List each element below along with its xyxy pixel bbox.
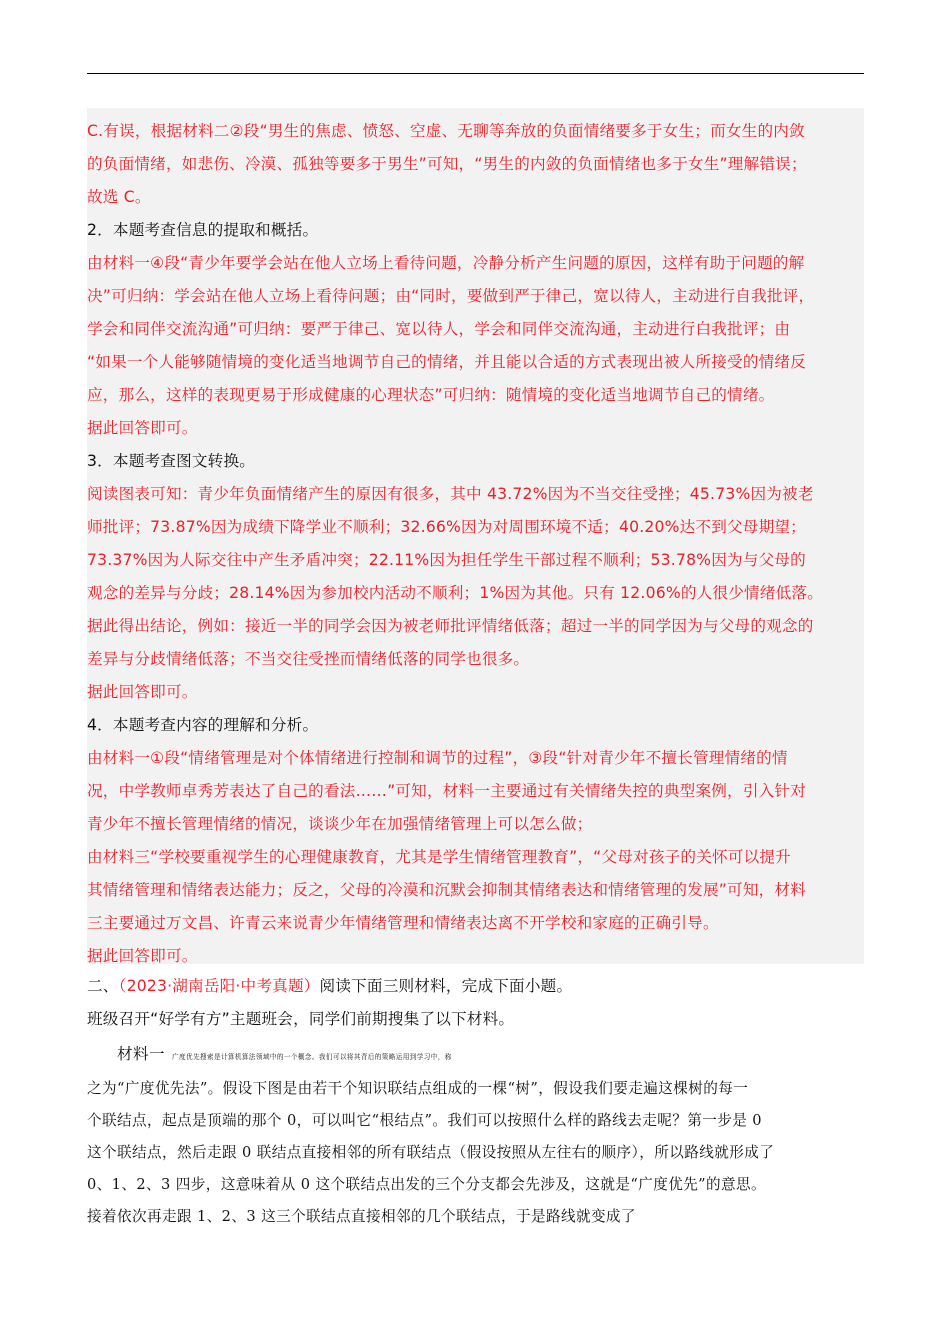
answer-line: 由材料一④段“青少年要学会站在他人立场上看待问题，冷静分析产生问题的原因，这样有助于问题的解	[87, 254, 805, 272]
material-first-line	[87, 1038, 864, 1073]
answer-line: 由材料一①段“情绪管理是对个体情绪进行控制和调节的过程”，③段“针对青少年不擅长管理情绪的情	[87, 749, 788, 767]
question-heading	[87, 970, 864, 1003]
answer-line: 据此得出结论，例如：接近一半的同学会因为被老师批评情绪低落；超过一半的同学因为与父母的观念的	[87, 617, 814, 635]
question-number: 二、	[87, 977, 119, 995]
answer-line: 阅读图表可知：青少年负面情绪产生的原因有很多，其中 43.72%因为不当交往受挫；45.73%因为被老	[87, 485, 814, 503]
answer-line: 师批评；73.87%因为成绩下降学业不顺利；32.66%因为对周围环境不适；40.20%达不到父母期望；	[87, 518, 806, 536]
material-line: 个联结点，起点是顶端的那个 0，可以叫它“根结点”。我们可以按照什么样的路线去走呢？第一步是 0	[87, 1112, 762, 1129]
question-source: （2023·湖南岳阳·中考真题）	[118, 977, 320, 995]
answer-line: 的负面情绪，如悲伤、冷漠、孤独等要多于男生”可知，“男生的内敛的负面情绪也多于女生”理解错误；	[87, 155, 807, 173]
answer-line: 2．本题考查信息的提取和概括。	[87, 221, 319, 239]
answer-line: 其情绪管理和情绪表达能力；反之，父母的冷漠和沉默会抑制其情绪表达和情绪管理的发展”可知，材料	[87, 881, 806, 899]
answer-line: C.有误，根据材料二②段“男生的焦虑、愤怒、空虚、无聊等奔放的负面情绪要多于女生；而女生的内敛	[87, 122, 805, 140]
material-text: 广度优先搜索是计算机算法领域中的一个概念。我们可以将其背后的策略运用到学习中，称	[171, 1053, 452, 1061]
material-one	[87, 1038, 864, 1233]
answer-line: 3．本题考查图文转换。	[87, 452, 256, 470]
answer-line: 由材料三“学校要重视学生的心理健康教育，尤其是学生情绪管理教育”，“父母对孩子的关怀可以提升	[87, 848, 791, 866]
answer-line: 学会和同伴交流沟通”可归纳：要严于律己、宽以待人，学会和同伴交流沟通，主动进行白我批评；由	[87, 320, 791, 338]
material-label: 材料一	[117, 1045, 165, 1063]
answer-line: 观念的差异与分歧；28.14%因为参加校内活动不顺利；1%因为其他。只有 12.06%的人很少情绪低落。	[87, 584, 823, 602]
header-rule	[87, 73, 864, 74]
answer-explanation-box	[87, 108, 864, 964]
question-intro: 班级召开“好学有方”主题班会，同学们前期搜集了以下材料。	[87, 1010, 515, 1028]
answer-line: 故选 C。	[87, 188, 151, 206]
answer-line: 差异与分歧情绪低落；不当交往受挫而情绪低落的同学也很多。	[87, 650, 530, 668]
question-instruction: 阅读下面三则材料，完成下面小题。	[319, 977, 573, 995]
answer-line: 应，那么，这样的表现更易于形成健康的心理状态”可归纳：随情境的变化适当地调节自己的情绪。	[87, 386, 775, 404]
material-line: 之为“广度优先法”。假设下图是由若干个知识联结点组成的一棵“树”，假设我们要走遍这棵树的每一	[87, 1080, 749, 1097]
answer-line: “如果一个人能够随情境的变化适当地调节自己的情绪，并且能以合适的方式表现出被人所接受的情绪反	[87, 353, 806, 371]
answer-line: 决”可归纳：学会站在他人立场上看待问题；由“同时，要做到严于律己，宽以待人，主动进行自我批评，	[87, 287, 815, 305]
material-line: 这个联结点，然后走跟 0 联结点直接相邻的所有联结点（假设按照从左往右的顺序），所以路线就形成了	[87, 1144, 775, 1161]
answer-line: 4．本题考查内容的理解和分析。	[87, 716, 319, 734]
question-section	[87, 970, 864, 1036]
material-line: 0、1、2、3 四步，这意味着从 0 这个联结点出发的三个分支都会先涉及，这就是“广度优先”的意思。	[87, 1176, 767, 1193]
material-line: 接着依次再走跟 1、2、3 这三个联结点直接相邻的几个联结点，于是路线就变成了	[87, 1208, 636, 1225]
answer-line: 据此回答即可。	[87, 683, 198, 701]
answer-line: 据此回答即可。	[87, 419, 198, 437]
answer-line: 据此回答即可。	[87, 947, 198, 965]
answer-line: 三主要通过万文昌、许青云来说青少年情绪管理和情绪表达离不开学校和家庭的正确引导。	[87, 914, 719, 932]
answer-line: 73.37%因为人际交往中产生矛盾冲突；22.11%因为担任学生干部过程不顺利；53.78%因为与父母的	[87, 551, 806, 569]
answer-line: 况，中学教师卓秀芳表达了自己的看法……”可知，材料一主要通过有关情绪失控的典型案例，引入针对	[87, 782, 806, 800]
answer-line: 青少年不擅长管理情绪的情况，谈谈少年在加强情绪管理上可以怎么做；	[87, 815, 593, 833]
